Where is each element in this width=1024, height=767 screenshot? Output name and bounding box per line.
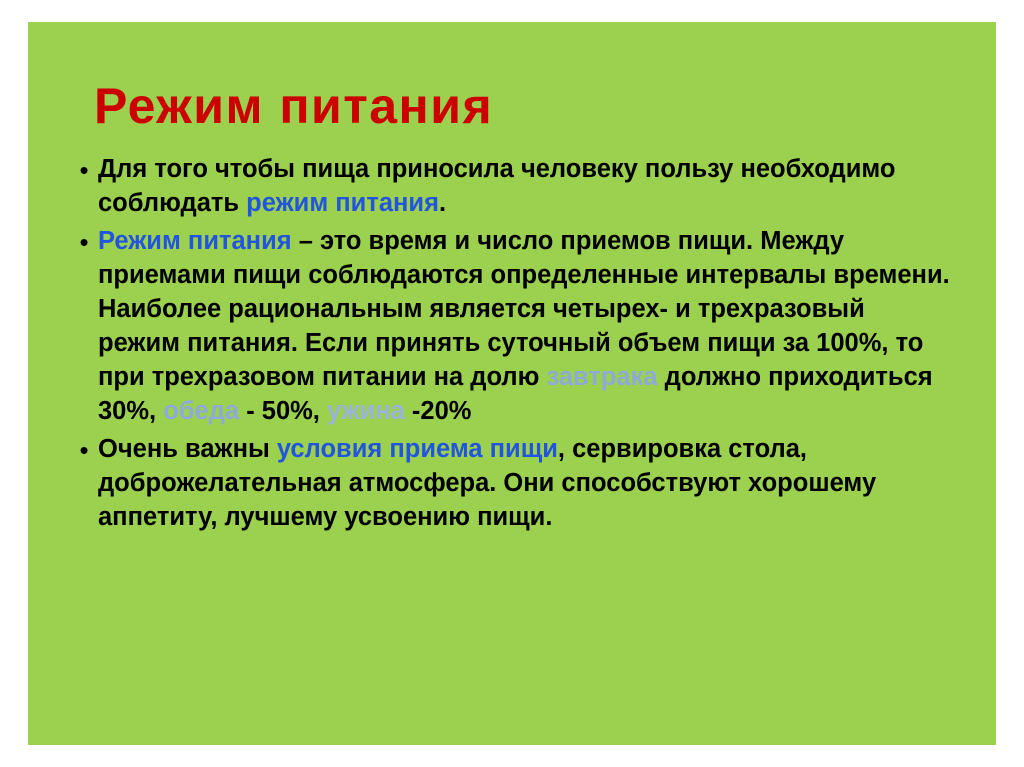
bullet-1-segment-0: Для того чтобы пища приносила человеку пользу необходимо соблюдать xyxy=(98,155,896,217)
bullet-3-segment-1: условия приема пищи xyxy=(276,435,558,463)
bullet-2-segment-6: ужина xyxy=(326,397,405,425)
list-item xyxy=(70,432,950,534)
bullet-1-segment-1: режим питания xyxy=(246,189,439,217)
bullet-2-segment-1: – это время и число приемов пищи. Между приемами пищи соблюдаются определенные интервалы времени. Наиболее рациональным является четырех- и трехразовый режим питания. Если принять суточный объем пищи за 100%, то при трехразовом питании на долю xyxy=(98,227,950,391)
bullet-2-segment-3: должно приходиться 30%, xyxy=(98,363,933,425)
bullet-3-segment-0: Очень важны xyxy=(98,435,277,463)
list-item xyxy=(70,152,950,220)
bullet-dot-icon: • xyxy=(79,227,89,257)
bullet-1-segment-2: . xyxy=(438,189,447,217)
bullet-text-2 xyxy=(98,224,950,428)
bullet-2-segment-7: -20% xyxy=(404,397,472,425)
bullet-dot-icon: • xyxy=(79,155,89,185)
list-item xyxy=(70,224,950,428)
bullet-2-segment-5: - 50%, xyxy=(239,397,327,425)
bullet-text-1 xyxy=(98,152,950,220)
bullet-2-segment-0: Режим питания xyxy=(98,227,292,255)
bullet-2-segment-4: обеда xyxy=(163,397,240,425)
slide-canvas xyxy=(28,22,996,745)
page-title: Режим питания xyxy=(94,78,494,134)
bullet-text-3 xyxy=(98,432,950,534)
bullet-list xyxy=(70,152,950,538)
bullet-2-segment-2: завтрака xyxy=(546,363,658,391)
bullet-dot-icon: • xyxy=(79,435,89,465)
bullet-3-segment-2: , сервировка стола, доброжелательная атмосфера. Они способствуют хорошему аппетиту, лучшему усвоению пищи. xyxy=(98,435,877,531)
